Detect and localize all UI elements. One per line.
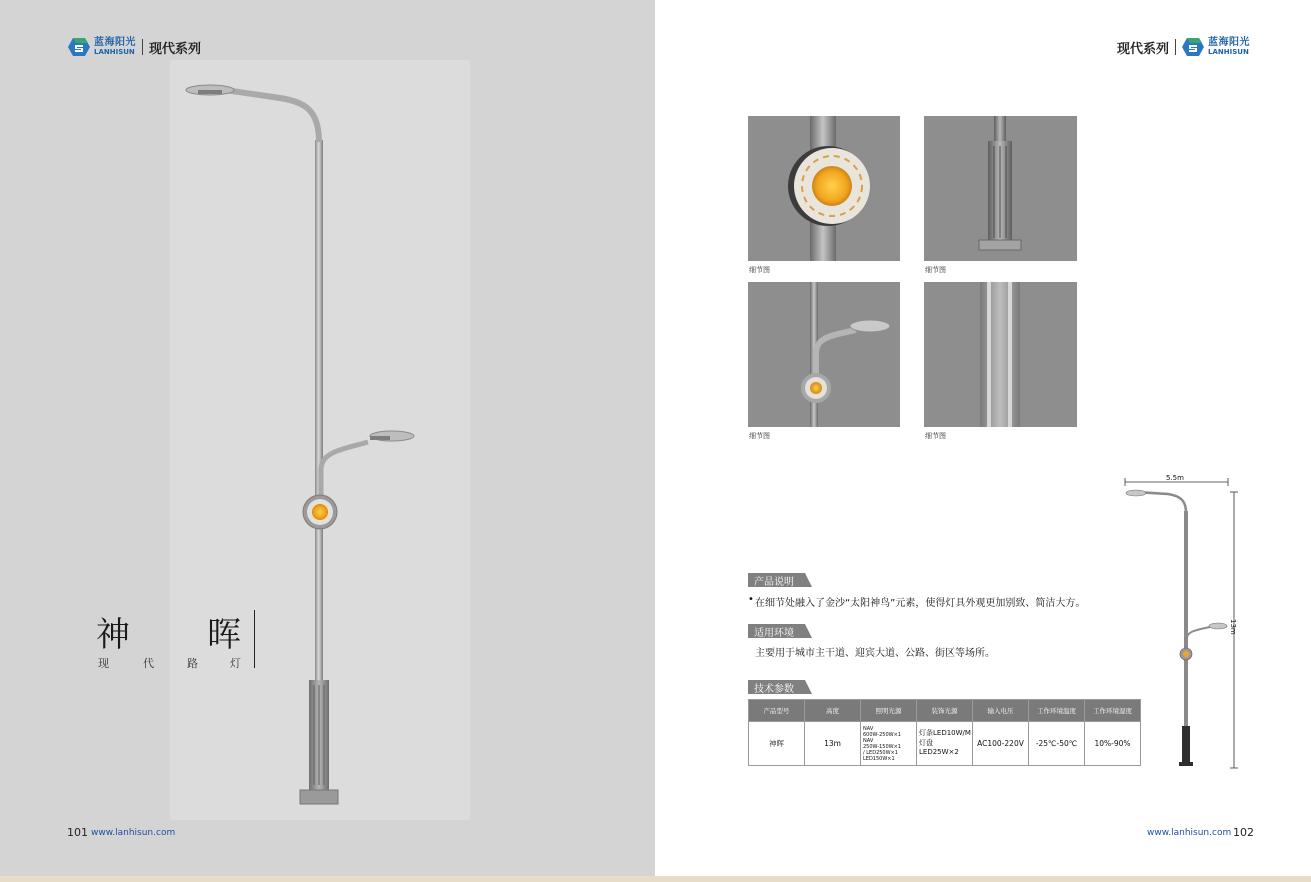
header-divider-right bbox=[1175, 39, 1176, 55]
spec-header-model: 产品型号 bbox=[749, 700, 805, 722]
product-desc-tag bbox=[748, 573, 812, 587]
bottom-strip bbox=[0, 876, 1311, 882]
spec-light-source bbox=[861, 722, 917, 766]
detail-image-secondary-arm bbox=[748, 282, 900, 427]
spec-header-row bbox=[749, 700, 1141, 722]
light-source-line: 600W-250W×1 bbox=[863, 731, 901, 738]
title-divider bbox=[254, 610, 255, 668]
spec-label: 技术参数 bbox=[754, 683, 794, 695]
lanhisun-logo-icon bbox=[68, 37, 90, 57]
detail-image-pole-section bbox=[924, 282, 1077, 427]
spec-header-humidity: 工作环境湿度 bbox=[1085, 700, 1141, 722]
dim-height-label: 13m bbox=[1229, 619, 1237, 635]
detail-caption-1: 细节图 bbox=[749, 266, 770, 274]
spec-deco-source bbox=[917, 722, 973, 766]
spec-voltage: AC100-220V bbox=[973, 722, 1029, 766]
deco-source-line: 灯盘LED25W×2 bbox=[919, 738, 959, 757]
env-tag bbox=[748, 624, 812, 638]
spec-header-deco-source: 装饰光源 bbox=[917, 700, 973, 722]
light-source-line: LED150W×1 bbox=[863, 755, 895, 762]
left-header-logo bbox=[68, 36, 201, 58]
detail-image-pole-base bbox=[924, 116, 1077, 261]
lanhisun-logo-icon bbox=[1182, 37, 1204, 57]
spec-header-light-source: 照明光源 bbox=[861, 700, 917, 722]
light-source-line: 250W-150W×1 bbox=[863, 743, 901, 750]
header-divider bbox=[142, 39, 143, 55]
env-label: 适用环境 bbox=[754, 627, 794, 639]
spec-table bbox=[748, 699, 1141, 766]
spec-height: 13m bbox=[805, 722, 861, 766]
brand-en-right: LANHISUN bbox=[1208, 48, 1249, 56]
title-char-2: 晖 bbox=[207, 615, 241, 655]
page-number-right: 102 bbox=[1233, 826, 1254, 839]
spec-tag bbox=[748, 680, 812, 694]
brand-cn-right: 蓝海阳光 bbox=[1208, 37, 1251, 48]
subtitle-char-3: 路 bbox=[187, 657, 198, 670]
detail-caption-4: 细节图 bbox=[925, 432, 946, 440]
deco-source-line: 灯条LED10W/M bbox=[919, 728, 971, 737]
spec-temperature: -25℃-50℃ bbox=[1029, 722, 1085, 766]
brand-cn: 蓝海阳光 bbox=[94, 37, 136, 48]
title-char-1: 神 bbox=[96, 615, 130, 655]
light-source-line: NAV bbox=[863, 725, 874, 732]
series-label: 现代系列 bbox=[149, 41, 202, 57]
detail-image-sun-bird-ring bbox=[748, 116, 900, 261]
light-source-line: / LED250W×1 bbox=[863, 749, 898, 756]
brand-name-right bbox=[1208, 38, 1250, 56]
brand-name bbox=[94, 38, 136, 56]
product-desc-label: 产品说明 bbox=[754, 576, 794, 588]
subtitle-char-2: 代 bbox=[143, 657, 154, 670]
subtitle-char-4: 灯 bbox=[230, 657, 241, 670]
dim-width-label: 5.5m bbox=[1166, 474, 1184, 482]
product-desc-bullet: • bbox=[748, 594, 754, 605]
spec-header-temperature: 工作环境温度 bbox=[1029, 700, 1085, 722]
spec-data-row bbox=[749, 722, 1141, 766]
series-label-right: 现代系列 bbox=[1117, 41, 1170, 57]
product-desc-text: 在细节处融入了金沙“太阳神鸟”元素，使得灯具外观更加别致、简洁大方。 bbox=[755, 598, 1086, 609]
page-number-left: 101 bbox=[67, 826, 88, 839]
product-title-block bbox=[96, 607, 256, 669]
right-header-logo bbox=[1117, 36, 1250, 58]
spec-model: 神晖 bbox=[749, 722, 805, 766]
spec-header-height: 高度 bbox=[805, 700, 861, 722]
detail-caption-3: 细节图 bbox=[749, 432, 770, 440]
light-source-line: NAV bbox=[863, 737, 874, 744]
website-link-left[interactable]: www.lanhisun.com bbox=[91, 828, 176, 838]
brand-en: LANHISUN bbox=[94, 48, 135, 56]
env-text: 主要用于城市主干道、迎宾大道、公路、街区等场所。 bbox=[755, 648, 995, 659]
spec-header-voltage: 输入电压 bbox=[973, 700, 1029, 722]
spec-humidity: 10%-90% bbox=[1085, 722, 1141, 766]
detail-caption-2: 细节图 bbox=[925, 266, 946, 274]
subtitle-char-1: 现 bbox=[98, 657, 109, 670]
street-lamp-illustration bbox=[180, 80, 430, 815]
website-link-right[interactable]: www.lanhisun.com bbox=[1147, 828, 1232, 838]
